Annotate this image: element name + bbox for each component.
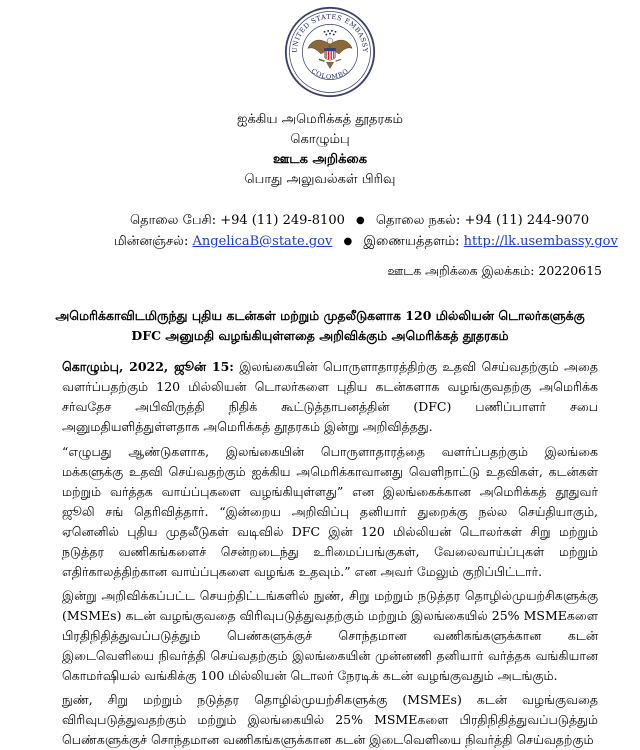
paragraph-1 [62,357,598,437]
phone-number: தொலை பேசி: +94 (11) 249-8100 [130,213,345,228]
release-title [44,306,596,346]
title-line-2: DFC அனுமதி வழங்கியுள்ளதை அறிவிக்கும் அமெரிக்கத் தூதரகம் [131,328,509,343]
bullet-icon: ● [356,215,365,226]
bullet-icon: ● [343,236,353,247]
contact-email-web-row [114,234,618,250]
email-label: மின்னஞ்சல்: [114,234,189,249]
email-link[interactable]: AngelicaB@state.gov [192,234,333,249]
contact-phone-fax-row [130,213,589,229]
paragraph-1-body: இலங்கையின் பொருளாதாரத்திற்கு உதவி செய்வதற்கும் அதை வளர்ப்பதற்கும் 120 மில்லியன் டொலர்களை புதிய கடன்களாக வழங்குவதற்கு அமெரிக்க சர்வதேச அபிவிருத்தி நிதிக் கூட்டுத்தாபனத்தின் (DFC) பணிப்பாளர் சபை அனுமதியளித்துள்ளதாக அமெரிக்கத் தூதரகம் இன்று அறிவித்தது. [62,359,598,434]
paragraph-2: “எழுபது ஆண்டுகளாக, இலங்கையின் பொருளாதாரத்தை வளர்ப்பதற்கும் இலங்கை மக்களுக்கு உதவி செய்வதற்கும் ஐக்கிய அமெரிக்காவானது வெளிநாட்டு உதவிகள், கடன்கள் மற்றும் வர்த்தக வாய்ப்புகளை வழங்கியுள்ளது” என இலங்கைக்கான அமெரிக்கத் தூதுவர் ஜூலி சங் தெரிவித்தார். “இன்றைய அறிவிப்பு தனியார் துறைக்கு நல்ல செய்தியாகும், ஏனெனில் புதிய முதலீடுகள் வடிவில் DFC இன் 120 மில்லியன் டொலர்கள் சிறு மற்றும் நடுத்தர வணிகங்களைச் சென்றடைந்து உரிமைப்பங்குகள், வேலைவாய்ப்புகள் மற்றும் எதிர்காலத்திற்கான வாய்ப்புகளை வழங்க உதவும்.” என அவர் மேலும் குறிப்பிட்டார். [62,444,598,579]
title-line-1: அமெரிக்காவிடமிருந்து புதிய கடன்கள் மற்றும் முதலீடுகளாக 120 மில்லியன் டொலர்களுக்கு [55,308,585,323]
paragraph-4: நுண், சிறு மற்றும் நடுத்தர தொழில்முயற்சிகளுக்கு (MSMEs) கடன் வழங்குவதை விரிவுபடுத்துவதற்கும் மற்றும் இலங்கையில் 25% MSMEகளை பிரதிநிதித்துவப்படுத்தும் பெண்களுக்குச் சொந்தமான வணிகங்களுக்கான கடன் இடைவெளியை நிவர்த்தி செய்வதற்கும் [62,692,598,747]
embassy-seal [284,6,376,98]
seal-bottom-text: COLOMBO [309,66,351,81]
website-label: இணையத்தளம்: [363,234,460,249]
embassy-name: ஐக்கிய அமெரிக்கத் தூதரகம் [237,112,403,127]
section-name: பொது அலுவல்கள் பிரிவு [244,172,396,187]
fax-number: தொலை நகல்: +94 (11) 244-9070 [375,213,590,228]
paragraph-3: இன்று அறிவிக்கப்பட்ட செயற்திட்டங்களில் நுண், சிறு மற்றும் நடுத்தர தொழில்முயற்சிகளுக்கு (MSMEs) கடன் வழங்குவதை விரிவுபடுத்துவதற்கும் மற்றும் இலங்கையில் 25% MSMEகளை பிரதிநிதித்துவப்படுத்தும் பெண்களுக்குச் சொந்தமான வணிகங்களுக்கான கடன் இடைவெளியை நிவர்த்தி செய்வதற்கும் இலங்கையின் முன்னணி தனியார் வர்த்தக வங்கியான கொமர்ஷியல் வங்கிக்கு 100 மில்லியன் டொலர் நேரடிக் கடன் வழங்குவதும் அடங்கும். [62,588,598,683]
dateline: கொழும்பு, 2022, ஜூன் 15: [62,359,234,374]
press-release-heading: ஊடக அறிக்கை [272,152,368,167]
website-link[interactable]: http://lk.usembassy.gov [463,234,618,249]
seal-top-text: UNITED STATES EMBASSY [290,12,370,54]
release-number: ஊடக அறிக்கை இலக்கம்: 20220615 [387,263,602,278]
city-name: கொழும்பு [290,132,350,147]
